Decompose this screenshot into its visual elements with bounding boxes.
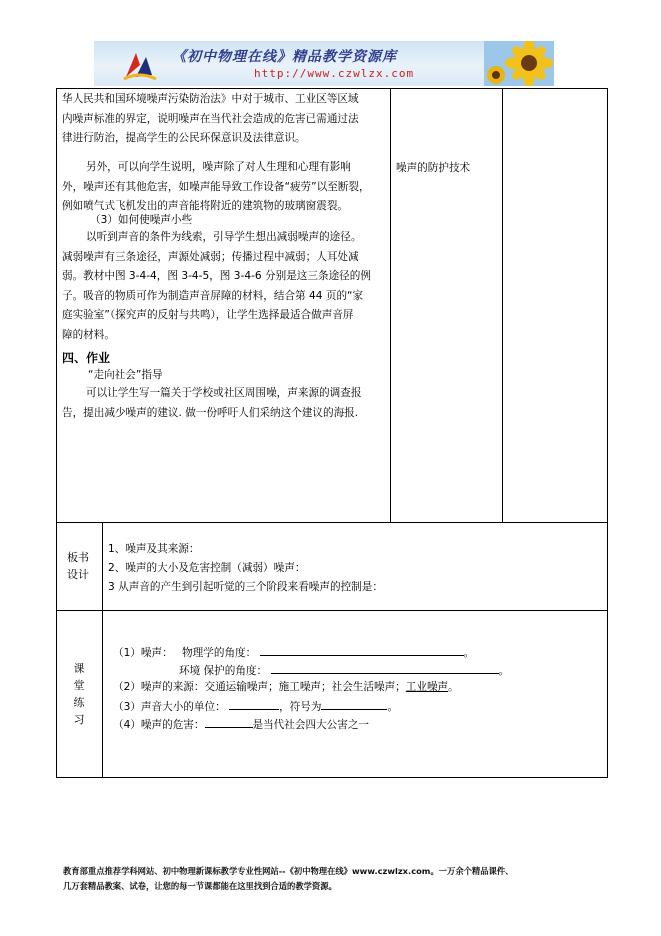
label-char: 习 xyxy=(73,713,85,726)
text-line: 外，噪声还有其他危害，如噪声能导致工作设备“疲劳”以至断裂， xyxy=(62,180,370,193)
paragraph-homework xyxy=(62,384,389,423)
question-4 xyxy=(113,716,369,733)
sub-heading: （3）如何使噪声小些 xyxy=(90,214,193,226)
text-line: 律进行防治，提高学生的公民环保意识及法律意识。 xyxy=(62,132,306,144)
q1b-blank[interactable] xyxy=(271,662,499,674)
board-item-1: 1、噪声及其来源： xyxy=(108,543,200,555)
q4-suffix: 是当代社会四大公害之一 xyxy=(252,719,370,731)
question-1-line-a xyxy=(113,644,474,661)
question-1-line-b xyxy=(179,662,509,679)
board-label-line1: 板书 xyxy=(67,551,89,564)
question-2 xyxy=(113,680,459,695)
q1-prefix: （1）噪声： xyxy=(113,647,173,659)
text-line: 可以让学生写一篇关于学校或社区周围噪，声来源的调查报 xyxy=(86,387,362,399)
label-char: 堂 xyxy=(73,679,85,692)
row-divider-2 xyxy=(56,610,608,611)
column-divider-2 xyxy=(502,88,503,522)
board-item-3: 3 从声音的产生到引起听觉的三个阶段来看噪声的控制是： xyxy=(108,581,383,593)
board-item-2: 2、噪声的大小及危害控制（减弱）噪声： xyxy=(108,562,306,574)
q1a-label: 物理学的角度： xyxy=(182,647,257,659)
q3-blank-unit[interactable] xyxy=(229,698,279,710)
table-top-border xyxy=(56,88,608,89)
practice-label xyxy=(69,660,89,728)
paragraph-other-harms xyxy=(62,158,389,217)
table-bottom-border xyxy=(56,777,608,778)
q1a-end: 。 xyxy=(463,647,475,659)
side-note: 噪声的防护技术 xyxy=(396,162,471,174)
paragraph-reduce-noise xyxy=(62,228,389,345)
board-label-line2: 设计 xyxy=(67,568,89,581)
footer-line1: 教育部重点推荐学科网站、初中物理新课标教学专业性网站--《初中物理在线》www.czwlzx.com。一万余个精品课件、 xyxy=(63,866,514,876)
question-3 xyxy=(113,698,398,715)
q4-prefix: （4）噪声的危害： xyxy=(113,719,205,731)
label-column-divider xyxy=(102,522,103,778)
q3-end: 。 xyxy=(387,701,399,713)
text-line: 内噪声标准的界定，说明噪声在当代社会造成的危害已需通过法 xyxy=(62,112,359,125)
banner-title: 《初中物理在线》精品教学资源库 xyxy=(172,49,397,65)
text-line: 华人民共和国环境噪声污染防治法》中对于城市、工业区等区域 xyxy=(62,93,359,105)
text-line: 庭实验室”（探究声的反射与共鸣），让学生选择最适合做声音屏 xyxy=(62,309,354,321)
homework-heading: 四、作业 xyxy=(62,351,111,365)
footer-line2: 几万套精品教案、试卷，让您的每一节课都能在这里找到合适的教学资源。 xyxy=(63,881,337,891)
label-char: 课 xyxy=(73,662,85,675)
text-line: 告，提出减少噪声的建议. 做一份呼吁人们采纳这个建议的海报. xyxy=(62,406,359,419)
column-divider-1 xyxy=(390,88,391,522)
sunflower-icon xyxy=(484,41,554,86)
q2-text: （2）噪声的来源：交通运输噪声；施工噪声；社会生活噪声； xyxy=(113,681,406,693)
q1b-label: 环境 保护的角度： xyxy=(179,665,268,677)
row-divider-1 xyxy=(56,522,608,523)
header-banner xyxy=(94,41,554,86)
label-char: 练 xyxy=(73,696,85,709)
table-right-border xyxy=(607,88,608,778)
text-line: 障的材料。 xyxy=(62,328,115,341)
q3-prefix: （3）声音大小的单位： xyxy=(113,701,226,713)
table-left-border xyxy=(56,88,57,778)
q2-underlined: 工业噪声 xyxy=(405,681,449,693)
q4-blank[interactable] xyxy=(205,716,253,728)
footer xyxy=(63,864,623,894)
q1a-blank[interactable] xyxy=(260,644,464,656)
q2-end: 。 xyxy=(448,681,459,693)
text-line: 另外，可以向学生说明，噪声除了对人生理和心理有影响 xyxy=(86,161,351,173)
text-line: 弱。教材中图 3-4-4，图 3-4-5，图 3-4-6 分别是这三条途径的例 xyxy=(62,270,371,282)
q3-blank-symbol[interactable] xyxy=(321,698,387,710)
homework-item: “走向社会”指导 xyxy=(88,369,163,381)
text-line: 子。吸音的物质可作为制造声音屏障的材料，结合第 44 页的“家 xyxy=(62,289,364,302)
text-line: 以听到声音的条件为线索，引导学生想出减弱噪声的途径。 xyxy=(86,231,362,243)
text-line: 减弱噪声有三条途径，声源处减弱；传播过程中减弱；人耳处减 xyxy=(62,250,359,263)
text-line: 例如喷气式飞机发出的声音能将附近的建筑物的玻璃窗震裂。 xyxy=(62,200,349,212)
q1b-end: 。 xyxy=(498,665,510,677)
banner-url[interactable]: http://www.czwlzx.com xyxy=(254,67,415,80)
site-logo-icon xyxy=(122,47,158,81)
paragraph-law xyxy=(62,90,389,149)
q3-mid: ，符号为 xyxy=(279,701,322,713)
